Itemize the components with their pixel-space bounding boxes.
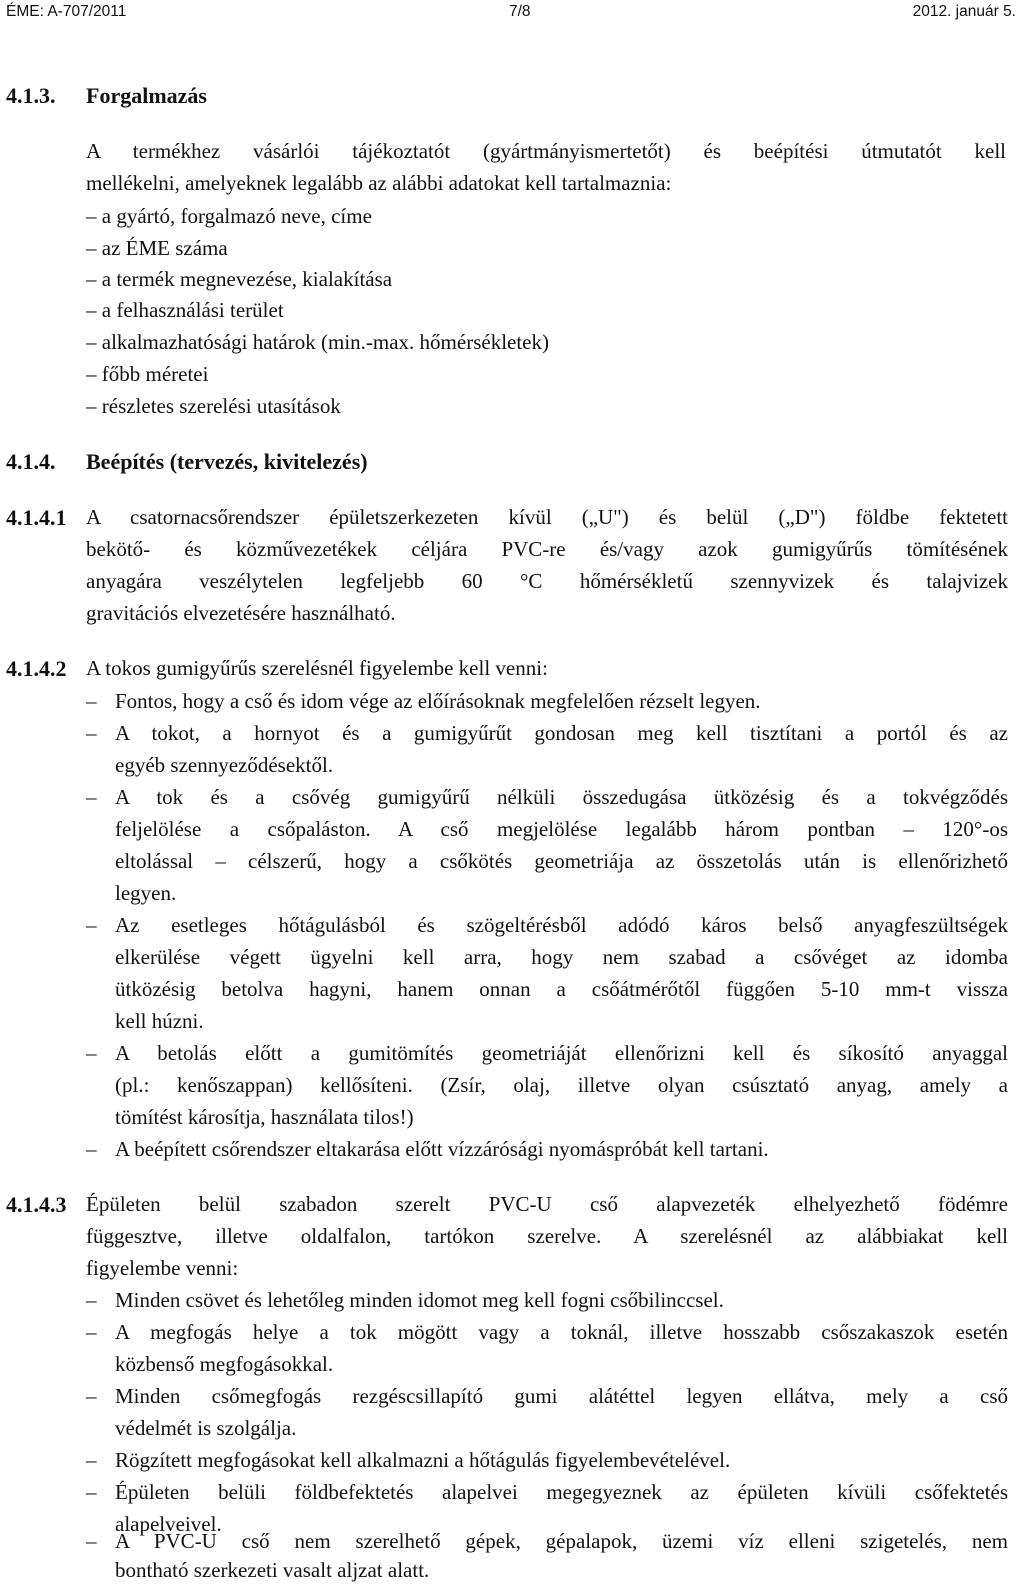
list-item: – a gyártó, forgalmazó neve, címe — [86, 204, 372, 228]
list-item-line: eltolással – célszerű, hogy a csőkötés geometriája az összetolás után is ellenőrizhető — [115, 849, 1008, 873]
list-dash: – — [86, 1137, 97, 1161]
list-item-line: A megfogás helye a tok mögött vagy a toknál, illetve hosszabb csőszakaszok esetén — [115, 1320, 1008, 1344]
paragraph-line: gravitációs elvezetésére használható. — [86, 601, 396, 625]
paragraph-line: A tokos gumigyűrűs szerelésnél figyelembe kell venni: — [86, 656, 548, 680]
list-item: – az ÉME száma — [86, 236, 228, 260]
section-heading-414 — [6, 449, 368, 475]
list-dash: – — [86, 689, 97, 713]
list-item-line: tömítést károsítja, használata tilos!) — [115, 1105, 414, 1129]
list-item-line: feljelölése a csőpaláston. A cső megjelölése legalább három pontban – 120°-os — [115, 817, 1008, 841]
list-item: – főbb méretei — [86, 362, 209, 386]
section-title: Forgalmazás — [86, 83, 207, 108]
list-item-line: kell húzni. — [115, 1009, 204, 1033]
list-item-line: A betolás előtt a gumitömítés geometriáját ellenőrizni kell és síkosító anyaggal — [115, 1041, 1008, 1065]
list-item-line: Minden csövet és lehetőleg minden idomot meg kell fogni csőbilinccsel. — [115, 1288, 724, 1312]
paragraph-line: A csatornacsőrendszer épületszerkezeten kívül („U") és belül („D") földbe fektetett — [86, 505, 1008, 529]
list-dash: – — [86, 721, 97, 745]
paragraph-line: bekötő- és közművezetékek céljára PVC-re és/vagy azok gumigyűrűs tömítésének — [86, 537, 1008, 561]
list-item: – a termék megnevezése, kialakítása — [86, 267, 393, 291]
list-dash: – — [86, 785, 97, 809]
list-item-line: elkerülése végett ügyelni kell arra, hogy nem szabad a csővéget az idomba — [115, 945, 1008, 969]
list-item-line: közbenső megfogásokkal. — [115, 1352, 334, 1376]
list-dash: – — [86, 1288, 97, 1312]
list-item-line: bontható szerkezeti vasalt aljzat alatt. — [115, 1558, 430, 1582]
paragraph-line: figyelembe venni: — [86, 1256, 239, 1280]
list-item-line: legyen. — [115, 881, 177, 905]
list-item-line: (pl.: kenőszappan) kellősíteni. (Zsír, olaj, illetve olyan csúsztató anyag, amely a — [115, 1073, 1008, 1097]
paragraph-line: anyagára veszélytelen legfeljebb 60 °C hőmérsékletű szennyvizek és talajvizek — [86, 569, 1008, 593]
list-item-line: Fontos, hogy a cső és idom vége az előírásoknak megfelelően rézselt legyen. — [115, 689, 761, 713]
list-item-line: Minden csőmegfogás rezgéscsillapító gumi alátéttel legyen ellátva, mely a cső — [115, 1384, 1008, 1408]
subsection-number-4141: 4.1.4.1 — [6, 505, 67, 530]
list-item-line: Épületen belüli földbefektetés alapelvei megegyeznek az épületen kívüli csőfektetés — [115, 1480, 1008, 1504]
subsection-number-4142: 4.1.4.2 — [6, 656, 67, 681]
list-item: – alkalmazhatósági határok (min.-max. hőmérsékletek) — [86, 330, 549, 354]
paragraph-line: függesztve, illetve oldalfalon, tartókon szerelve. A szerelésnél az alábbiakat kell — [86, 1224, 1008, 1248]
list-dash: – — [86, 1320, 97, 1344]
paragraph-line: Épületen belül szabadon szerelt PVC-U cső alapvezeték elhelyezhető födémre — [86, 1192, 1008, 1216]
list-dash: – — [86, 913, 97, 937]
list-dash: – — [86, 1041, 97, 1065]
section-title: Beépítés (tervezés, kivitelezés) — [86, 449, 368, 474]
list-item-line: egyéb szennyeződésektől. — [115, 753, 334, 777]
list-item-line: A beépített csőrendszer eltakarása előtt vízzárósági nyomáspróbát kell tartani. — [115, 1137, 769, 1161]
list-dash: – — [86, 1480, 97, 1504]
paragraph-line: A termékhez vásárlói tájékoztatót (gyártmányismertetőt) és beépítési útmutatót kell — [86, 139, 1006, 163]
section-number: 4.1.4. — [6, 449, 56, 474]
list-dash: – — [86, 1529, 97, 1553]
paragraph-line: mellékelni, amelyeknek legalább az alábbi adatokat kell tartalmaznia: — [86, 171, 672, 195]
section-number: 4.1.3. — [6, 83, 56, 108]
subsection-number-4143: 4.1.4.3 — [6, 1192, 67, 1217]
header-document-id: ÉME: A-707/2011 — [6, 3, 127, 20]
list-item: – a felhasználási terület — [86, 298, 284, 322]
list-item-line: alapelveivel. — [115, 1512, 222, 1536]
list-item-line: ütközésig betolva hagyni, hanem onnan a csőátmérőtől függően 5-10 mm-t vissza — [115, 977, 1008, 1001]
list-item-line: A PVC-U cső nem szerelhető gépek, gépalapok, üzemi víz elleni szigetelés, nem — [115, 1529, 1008, 1553]
list-item-line: A tok és a csővég gumigyűrű nélküli összedugása ütközésig és a tokvégződés — [115, 785, 1008, 809]
list-item: – részletes szerelési utasítások — [86, 394, 341, 418]
section-heading-413 — [6, 83, 207, 109]
list-item-line: Rögzített megfogásokat kell alkalmazni a hőtágulás figyelembevételével. — [115, 1448, 731, 1472]
list-item-line: védelmét is szolgálja. — [115, 1416, 297, 1440]
list-item-line: A tokot, a hornyot és a gumigyűrűt gondosan meg kell tisztítani a portól és az — [115, 721, 1008, 745]
list-dash: – — [86, 1448, 97, 1472]
header-page-number: 7/8 — [509, 3, 531, 20]
list-item-line: Az esetleges hőtágulásból és szögeltérésből adódó káros belső anyagfeszültségek — [115, 913, 1008, 937]
list-dash: – — [86, 1384, 97, 1408]
header-date: 2012. január 5. — [912, 3, 1016, 20]
